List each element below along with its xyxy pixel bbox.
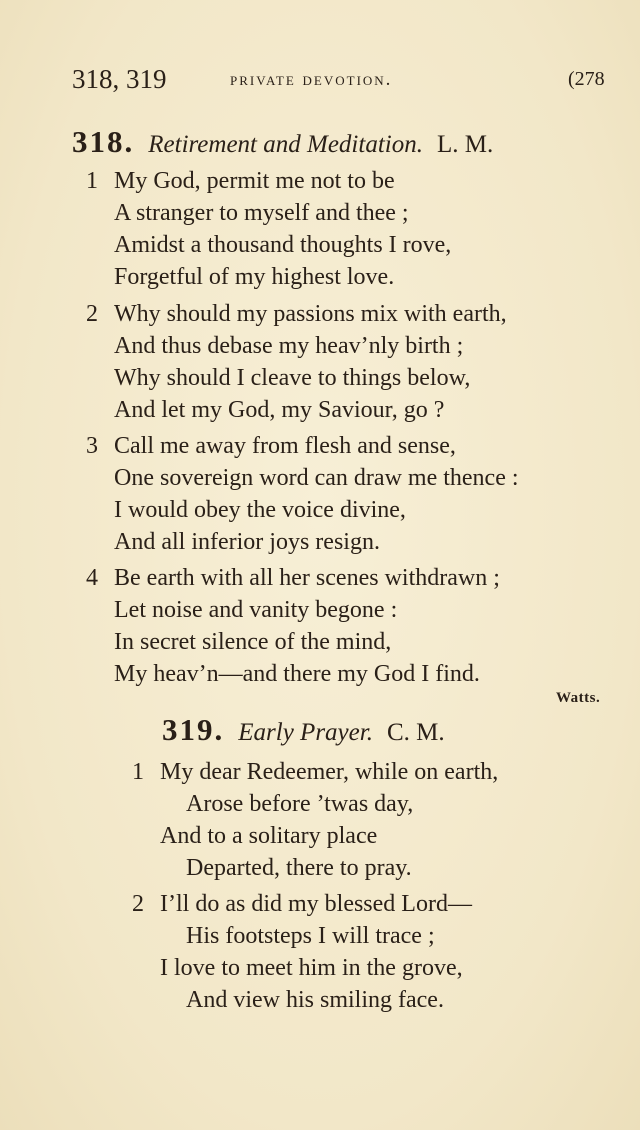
- hymn-number: 319.: [162, 712, 225, 747]
- verse-line: Why should my passions mix with earth,: [114, 301, 507, 327]
- verse-line: Be earth with all her scenes withdrawn ;: [114, 565, 500, 591]
- verse-number: 1: [86, 168, 98, 194]
- verse-number: 2: [132, 891, 144, 917]
- verse-line: And all inferior joys resign.: [114, 529, 380, 555]
- hymn-meter: C. M.: [386, 719, 445, 746]
- verse-number: 1: [132, 759, 144, 785]
- verse-line: My God, permit me not to be: [114, 168, 395, 194]
- verse-line: My heav’n—and there my God I find.: [114, 661, 480, 687]
- verse-line: Amidst a thousand thoughts I rove,: [114, 232, 452, 258]
- verse-line: Why should I cleave to things below,: [114, 365, 471, 391]
- section-title: private devotion.: [230, 69, 393, 90]
- verse-line: His footsteps I will trace ;: [186, 923, 435, 949]
- hymn-title: Early Prayer.: [238, 719, 373, 746]
- page-hymn-range: 318, 319: [72, 64, 167, 94]
- verse-line: And let my God, my Saviour, go ?: [114, 397, 445, 423]
- verse-line: I’ll do as did my blessed Lord—: [160, 891, 472, 917]
- hymn-319-heading: [162, 712, 445, 752]
- hymn-318-heading: [72, 124, 493, 164]
- verse-line: My dear Redeemer, while on earth,: [160, 759, 499, 785]
- hymn-meter: L. M.: [436, 131, 494, 158]
- verse-line: And view his smiling face.: [186, 987, 444, 1013]
- verse-number: 4: [86, 565, 98, 591]
- verse-line: In secret silence of the mind,: [114, 629, 392, 655]
- running-head: [0, 64, 640, 98]
- hymn-title: Retirement and Meditation.: [148, 131, 423, 158]
- verse-number: 3: [86, 433, 98, 459]
- verse-line: I would obey the voice divine,: [114, 497, 406, 523]
- page-number: (278: [568, 68, 605, 90]
- verse-line: Forgetful of my highest love.: [114, 264, 395, 290]
- verse-line: And to a solitary place: [160, 823, 378, 849]
- verse-line: One sovereign word can draw me thence :: [114, 465, 519, 491]
- hymn-author: Watts.: [556, 690, 601, 706]
- verse-line: Arose before ’twas day,: [186, 791, 414, 817]
- verse-line: Call me away from flesh and sense,: [114, 433, 456, 459]
- verse-line: A stranger to myself and thee ;: [114, 200, 409, 226]
- verse-number: 2: [86, 301, 98, 327]
- hymn-number: 318.: [72, 124, 135, 159]
- verse-line: And thus debase my heav’nly birth ;: [114, 333, 464, 359]
- verse-line: Departed, there to pray.: [186, 855, 412, 881]
- verse-line: I love to meet him in the grove,: [160, 955, 463, 981]
- verse-line: Let noise and vanity begone :: [114, 597, 398, 623]
